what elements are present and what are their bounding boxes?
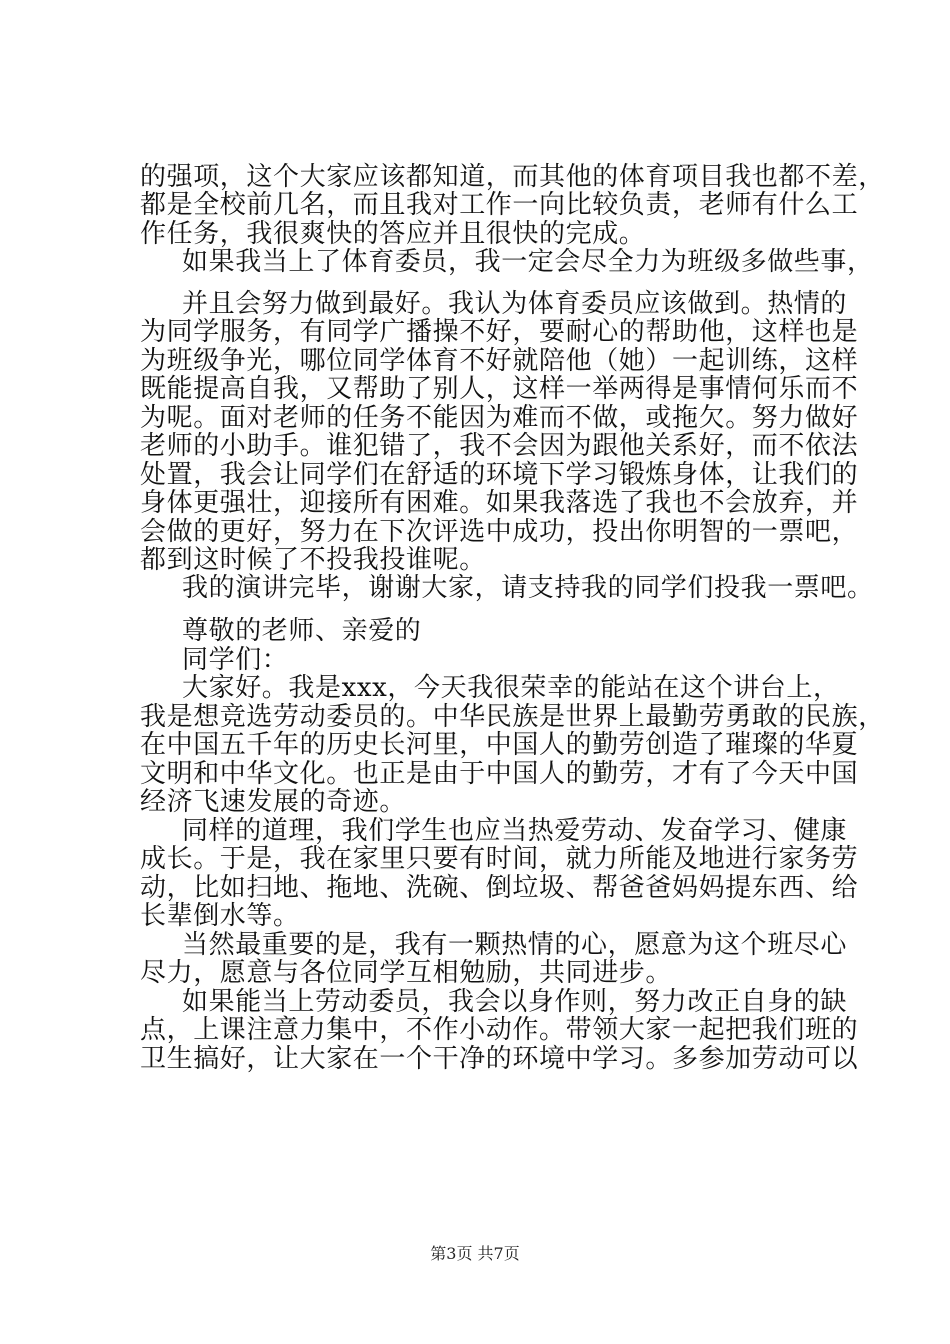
text-line: 都到这时候了不投我投谁呢。 [140, 545, 486, 575]
text-line: 为同学服务，有同学广播操不好，要耐心的帮助他，这样也是 [140, 317, 859, 347]
text-line: 我的演讲完毕，谢谢大家，请支持我的同学们投我一票吧。 [182, 573, 874, 603]
text-line: 当然最重要的是，我有一颗热情的心，愿意为这个班尽心 [182, 930, 848, 960]
text-line: 成长。于是，我在家里只要有时间，就力所能及地进行家务劳 [140, 844, 859, 874]
text-line: 处置，我会让同学们在舒适的环境下学习锻炼身体，让我们的 [140, 460, 859, 490]
text-line: 作任务，我很爽快的答应并且很快的完成。 [140, 219, 646, 249]
text-line: 我是想竞选劳动委员的。中华民族是世界上最勤劳勇敢的民族， [140, 702, 885, 732]
text-line: 长辈倒水等。 [140, 901, 300, 931]
text-line: 文明和中华文化。也正是由于中国人的勤劳，才有了今天中国 [140, 759, 859, 789]
text-line: 点，上课注意力集中，不作小动作。带领大家一起把我们班的 [140, 1015, 859, 1045]
text-line: 同样的道理，我们学生也应当热爱劳动、发奋学习、健康 [182, 816, 848, 846]
text-line: 老师的小助手。谁犯错了，我不会因为跟他关系好，而不依法 [140, 431, 859, 461]
text-line: 大家好。我是xxx，今天我很荣幸的能站在这个讲台上， [182, 673, 840, 703]
text-line: 并且会努力做到最好。我认为体育委员应该做到。热情的 [182, 289, 848, 319]
text-line: 在中国五千年的历史长河里，中国人的勤劳创造了璀璨的华夏 [140, 730, 859, 760]
text-line: 为呢。面对老师的任务不能因为难而不做，或拖欠。努力做好 [140, 403, 859, 433]
text-line: 会做的更好，努力在下次评选中成功，投出你明智的一票吧， [140, 517, 859, 547]
text-line: 身体更强壮，迎接所有困难。如果我落选了我也不会放弃，并 [140, 488, 859, 518]
text-line: 动，比如扫地、拖地、洗碗、倒垃圾、帮爸爸妈妈提东西、给 [140, 873, 859, 903]
text-line: 尊敬的老师、亲爱的 [182, 616, 422, 646]
text-line: 尽力，愿意与各位同学互相勉励，共同进步。 [140, 958, 673, 988]
page-footer: 第3页 共7页 [430, 1244, 520, 1263]
text-line: 为班级争光，哪位同学体育不好就陪他（她）一起训练，这样 [140, 346, 859, 376]
text-line: 都是全校前几名，而且我对工作一向比较负责，老师有什么工 [140, 190, 859, 220]
text-line: 经济飞速发展的奇迹。 [140, 787, 407, 817]
text-line: 如果能当上劳动委员，我会以身作则，努力改正自身的缺 [182, 987, 848, 1017]
text-line: 如果我当上了体育委员，我一定会尽全力为班级多做些事， [182, 247, 874, 277]
text-line: 卫生搞好，让大家在一个干净的环境中学习。多参加劳动可以 [140, 1044, 859, 1074]
text-line: 同学们： [182, 645, 289, 675]
text-line: 既能提高自我，又帮助了别人，这样一举两得是事情何乐而不 [140, 374, 859, 404]
text-line: 的强项，这个大家应该都知道，而其他的体育项目我也都不差， [140, 162, 885, 192]
